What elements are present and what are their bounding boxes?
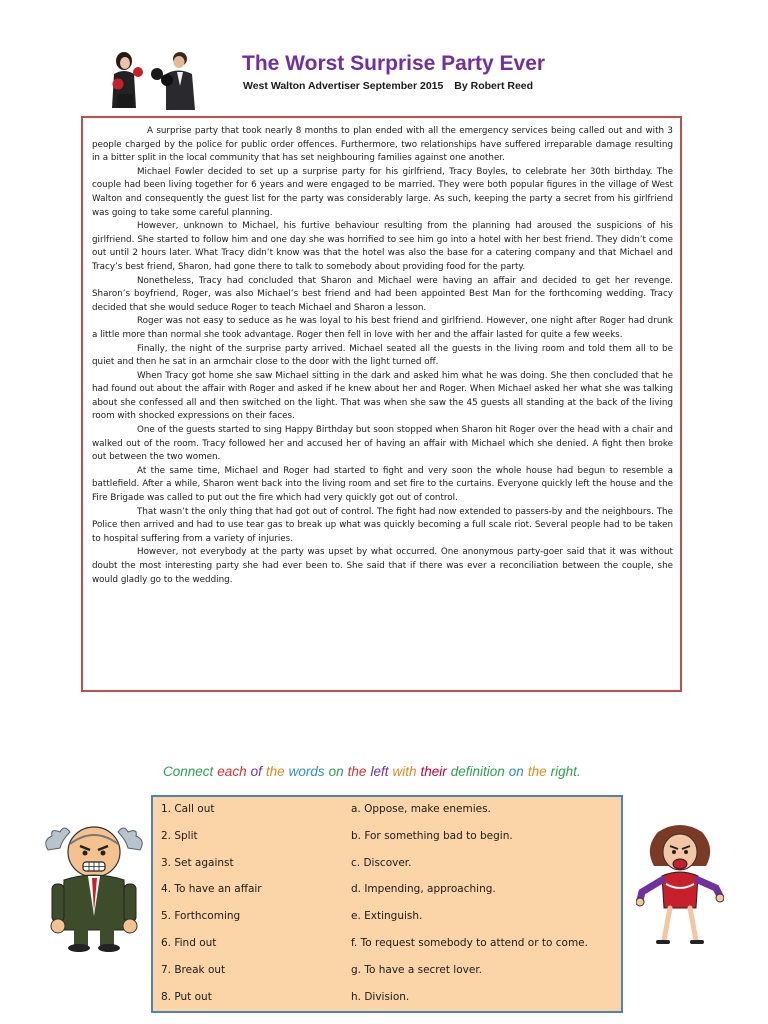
- term: 1. Call out: [161, 803, 215, 815]
- article-paragraph: However, not everybody at the party was upset by what occurred. One anonymous party-goer said that it was without doubt the most interesting party she had ever been to. She said that if there was ever a reconciliation between the couple, she would gladly go to the wedding.: [92, 547, 673, 585]
- term: 4. To have an affair: [161, 883, 262, 896]
- article-paragraph: A surprise party that took nearly 8 months to plan ended with all the emergency services being called out and with 3 people charged by the police for public order offences. Furthermore, two relationships have suffered irreparable damage resulting in a bitter split in the local community that has set neighbouring families against one another.: [92, 126, 673, 164]
- boxing-couple-illustration: [100, 50, 205, 112]
- article-body: [92, 125, 673, 587]
- article-paragraph: However, unknown to Michael, his furtive behaviour resulting from the planning had aroused the suspicions of his girlfriend. She started to follow him and one day she was horrified to see him go into a hotel with her best friend. They didn’t come out until 2 hours later. What Tracy didn’t know was that the hotel was also the base for a catering company and that Michael and Tracy’s best friend, Sharon, had gone there to talk to somebody about providing food for the party.: [92, 221, 673, 272]
- definition: a. Oppose, make enemies.: [351, 803, 491, 815]
- definition: h. Division.: [351, 990, 410, 1003]
- instruction-word: left: [370, 764, 389, 779]
- instruction-word: with: [392, 764, 417, 779]
- term: 5. Forthcoming: [161, 910, 241, 923]
- definition: f. To request somebody to attend or to come.: [351, 937, 588, 949]
- definition: b. For something bad to begin.: [351, 829, 513, 842]
- term: 6. Find out: [161, 937, 217, 949]
- instruction-word: right.: [550, 764, 581, 779]
- definition: d. Impending, approaching.: [351, 883, 496, 896]
- matching-table: [151, 795, 623, 1013]
- term: 2. Split: [161, 829, 198, 842]
- article-box: [81, 116, 682, 692]
- term: 3. Set against: [161, 856, 234, 869]
- article-paragraph: Roger was not easy to seduce as he was loyal to his best friend and girlfriend. However, one night after Roger had drunk a little more than normal she took advantage. Roger then fell in love with her and the affair lasted for quite a few weeks.: [92, 316, 673, 340]
- article-paragraph: Michael Fowler decided to set up a surprise party for his girlfriend, Tracy Boyles, to celebrate her 30th birthday. The couple had been living together for 6 years and were engaged to be married. They were both popular figures in the village of West Walton and consequently the guest list for the party was considerably large. As such, keeping the party a secret from his girlfriend was going to take some careful planning.: [92, 166, 673, 218]
- article-paragraph: That wasn’t the only thing that had got out of control. The fight had now extended to passers-by and the neighbours. The Police then arrived and had to use tear gas to break up what was quickly becoming a full scale riot. Several people had to be taken to hospital suffering from a variety of injuries.: [92, 506, 673, 544]
- instruction-word: the: [265, 764, 285, 779]
- article-paragraph: Nonetheless, Tracy had concluded that Sharon and Michael were having an affair and decided to get her revenge. Sharon’s boyfriend, Roger, was also Michael’s best friend and had been appointed Best Man for the forthcoming wedding. Tracy decided that she would seduce Roger to teach Michael and Sharon a lesson.: [92, 275, 673, 313]
- instruction-word: words: [288, 764, 325, 779]
- byline: [243, 80, 533, 92]
- definition: g. To have a secret lover.: [351, 963, 483, 976]
- instruction-word: of: [250, 764, 262, 779]
- definition: c. Discover.: [351, 856, 412, 869]
- instruction-word: Connect: [163, 764, 214, 779]
- instruction-word: on: [328, 764, 344, 779]
- instruction-word: each: [217, 764, 247, 779]
- article-paragraph: Finally, the night of the surprise party arrived. Michael seated all the guests in the living room and told them all to be quiet and then he sat in an armchair close to the door with the light turned off.: [92, 343, 673, 368]
- article-title: The Worst Surprise Party Ever: [242, 52, 546, 75]
- definition: e. Extinguish.: [351, 910, 423, 923]
- author-line: By Robert Reed: [454, 80, 534, 92]
- publication-line: West Walton Advertiser September 2015: [243, 80, 444, 92]
- article-paragraph: One of the guests started to sing Happy Birthday but soon stopped when Sharon hit Roger over the head with a chair and walked out of the room. Tracy followed her and accused her of having an affair with Michael which she denied. A fight then broke out between the two women.: [92, 425, 673, 463]
- instruction-word: the: [347, 764, 367, 779]
- term: 7. Break out: [161, 963, 226, 976]
- term: 8. Put out: [161, 990, 212, 1003]
- article-paragraph: At the same time, Michael and Roger had started to fight and very soon the whole house had begun to resemble a battlefield. After a while, Sharon went back into the living room and set fire to the curtains. Everyone quickly left the house and the Fire Brigade was called to put out the fire which had very quickly got out of control.: [92, 465, 673, 504]
- instruction-word: their: [420, 764, 447, 779]
- instruction-word: definition: [450, 764, 505, 779]
- article-paragraph: When Tracy got home she saw Michael sitting in the dark and asked him what he was doing. She then concluded that he had found out about the affair with Roger and asked if he knew about her and Roger. When Michael asked her what she was talking about she confessed all and then switched on the light. That was when she saw the 45 guests all standing at the back of the living room with shocked expressions on their faces.: [92, 370, 673, 422]
- angry-woman-cartoon: [636, 822, 724, 952]
- instruction-word: on: [508, 764, 524, 779]
- exercise-instruction: [163, 764, 623, 780]
- instruction-word: the: [527, 764, 547, 779]
- angry-man-cartoon: [40, 820, 148, 952]
